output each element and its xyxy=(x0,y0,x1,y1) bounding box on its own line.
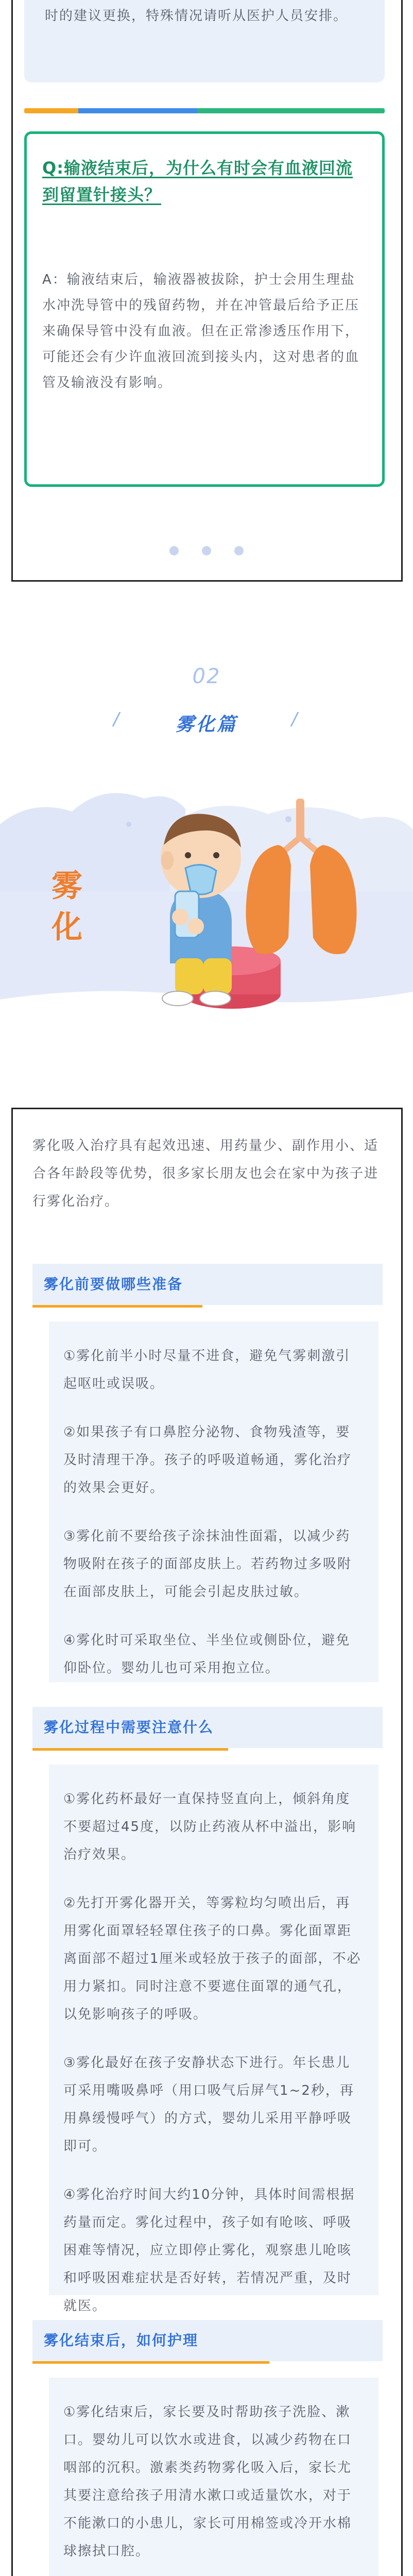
list-item: ④雾化时可采取坐位、半坐位或侧卧位，避免仰卧位。婴幼儿也可采用抱立位。 xyxy=(63,1633,351,1676)
section2-card xyxy=(11,1108,403,2576)
list-item: ③雾化最好在孩子安静状态下进行。年长患儿可采用嘴吸鼻呼（用口吸气后屏气1~2秒，再用鼻缓慢呼气）的方式，婴幼儿采用平静呼吸即可。 xyxy=(63,2055,354,2154)
title-slash-left: / xyxy=(113,709,119,730)
list-item: ①雾化前半小时尽量不进食，避免气雾刺激引起呕吐或误吸。 xyxy=(63,1348,351,1392)
qa-question: Q:输液结束后，为什么有时会有血液回流到留置针接头？ xyxy=(42,158,353,205)
qa-answer: A：输液结束后，输液器被拔除，护士会用生理盐水冲洗导管中的残留药物，并在冲管最后给予正压来确保导管中没有血液。但在正常渗透压作用下，可能还会有少许血液回流到接头内，这对患者的血管及输液没有影响。 xyxy=(42,272,360,391)
subsection-heading-underline xyxy=(32,1305,202,1308)
subsection-heading-underline xyxy=(32,2361,269,2364)
pagination-dot-2 xyxy=(202,546,211,555)
list-item: ③雾化前不要给孩子涂抹油性面霜，以减少药物吸附在孩子的面部皮肤上。若药物过多吸附在面部皮肤上，可能会引起皮肤过敏。 xyxy=(63,1529,352,1600)
pagination-dot-1 xyxy=(169,546,179,555)
subsection-heading-label: 雾化过程中需要注意什么 xyxy=(44,1719,214,1736)
section-title: 雾化篇 xyxy=(175,714,237,735)
subsection-panel-1 xyxy=(49,1321,378,1682)
qa-box xyxy=(24,131,385,487)
list-item: ②如果孩子有口鼻腔分泌物、食物残渣等，要及时清理干净。孩子的呼吸道畅通，雾化治疗的效果会更好。 xyxy=(63,1425,352,1496)
subsection-panel-3 xyxy=(49,2378,378,2576)
list-item: ①雾化药杯最好一直保持竖直向上，倾斜角度不要超过45度，以防止药液从杯中溢出，影响治疗效果。 xyxy=(63,1791,357,1862)
subsection-heading-3 xyxy=(32,2320,383,2361)
subsection-heading-1 xyxy=(32,1264,383,1305)
section-number: 02 xyxy=(192,665,221,688)
previous-tip-panel xyxy=(24,0,385,82)
subsection-heading-underline xyxy=(32,1748,228,1751)
subsection-heading-2 xyxy=(32,1707,383,1748)
intro-paragraph: 雾化吸入治疗具有起效迅速、用药量少、副作用小、适合各年龄段等优势，很多家长朋友也会在家中为孩子进行雾化治疗。 xyxy=(32,1138,379,1209)
list-item: ②先打开雾化器开关，等雾粒均匀喷出后，再用雾化面罩轻轻罩住孩子的口鼻。雾化面罩距离面部不超过1厘米或轻放于孩子的面部，不必用力紧扣。同时注意不要遮住面罩的通气孔，以免影响孩子的呼吸。 xyxy=(63,1895,362,2022)
previous-tip-text: 时的建议更换，特殊情况请听从医护人员安排。 xyxy=(45,8,348,24)
banner-label: 雾化 xyxy=(51,868,82,945)
subsection-heading-label: 雾化结束后，如何护理 xyxy=(44,2332,199,2349)
list-item: ④雾化治疗时间大约10分钟，具体时间需根据药量而定。雾化过程中，孩子如有呛咳、呼吸困难等情况，应立即停止雾化，观察患儿呛咳和呼吸困难症状是否好转，若情况严重，及时就医。 xyxy=(63,2187,355,2314)
subsection-panel-2 xyxy=(49,1765,378,2314)
title-slash-right: / xyxy=(291,709,298,730)
color-band-divider xyxy=(24,108,385,113)
list-item: ①雾化结束后，家长要及时帮助孩子洗脸、漱口。婴幼儿可以饮水或进食，以减少药物在口咽部的沉积。激素类药物雾化吸入后，家长尤其要注意给孩子用清水漱口或适量饮水，对于不能漱口的小患儿，家长可用棉签或冷开水棉球擦拭口腔。 xyxy=(63,2404,352,2559)
pagination-dot-3 xyxy=(234,546,244,555)
subsection-heading-label: 雾化前要做哪些准备 xyxy=(44,1276,183,1293)
